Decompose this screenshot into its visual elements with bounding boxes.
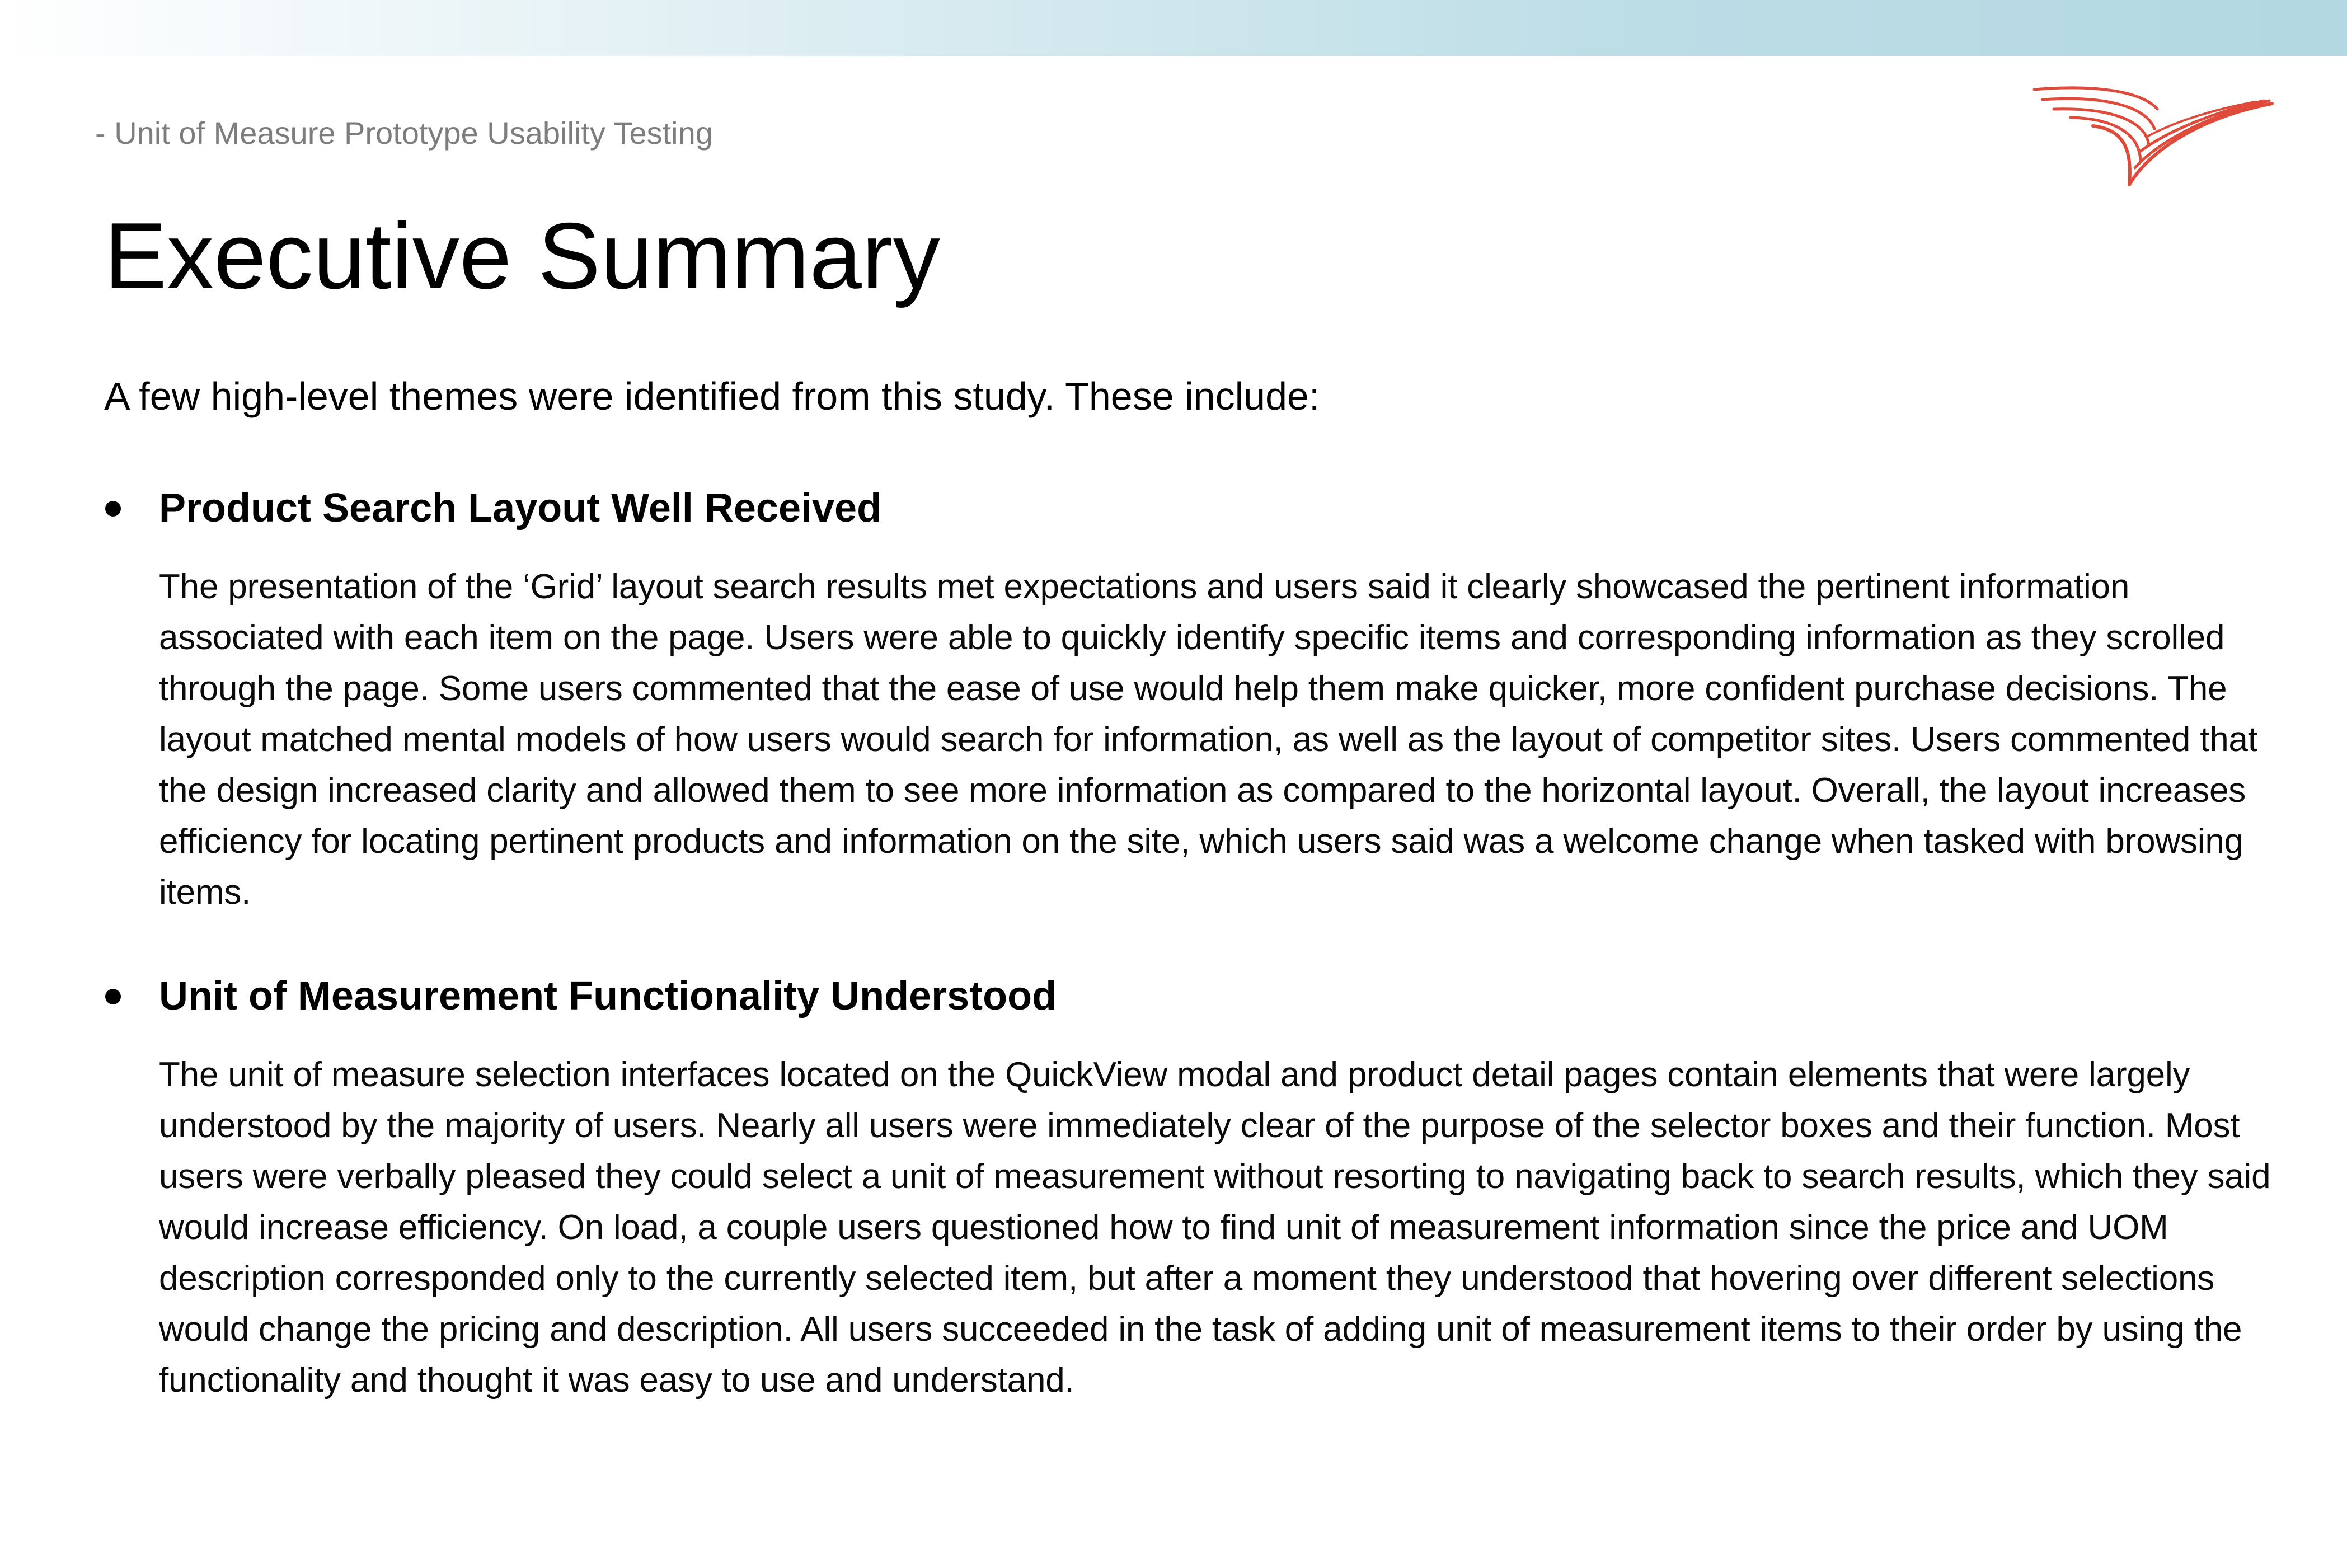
- theme-section: [104, 484, 2275, 918]
- swoosh-logo-icon: [2031, 78, 2278, 190]
- page-title: Executive Summary: [104, 203, 940, 308]
- theme-body: The unit of measure selection interfaces located on the QuickView modal and product detail pages contain elements that were largely understood by the majority of users. Nearly all users were immediately clear of the purpose of the selector boxes and their function. Most users were verbally pleased they could select a unit of measurement without resorting to navigating back to search results, which they said would increase efficiency. On load, a couple users questioned how to find unit of measurement information since the price and UOM description corresponded only to the currently selected item, but after a moment they understood that hovering over different selections would change the pricing and description. All users succeeded in the task of adding unit of measurement items to their order by using the functionality and thought it was easy to use and understand.: [159, 1055, 2271, 1400]
- theme-title: Product Search Layout Well Received: [159, 486, 882, 531]
- theme-title: Unit of Measurement Functionality Understood: [159, 974, 1057, 1018]
- theme-section: [104, 972, 2275, 1406]
- header-band: [0, 0, 2347, 56]
- theme-header: [104, 972, 2275, 1022]
- document-subtitle: - Unit of Measure Prototype Usability Testing: [95, 115, 713, 151]
- bullet-dot-icon: [105, 989, 121, 1004]
- intro-paragraph: A few high-level themes were identified from this study. These include:: [104, 374, 1320, 418]
- theme-header: [104, 484, 2275, 534]
- bullet-dot-icon: [105, 501, 121, 517]
- theme-body: The presentation of the ‘Grid’ layout search results met expectations and users said it clearly showcased the pertinent information associated with each item on the page. Users were able to quickly identify specific items and corresponding information as they scrolled through the page. Some users commented that the ease of use would help them make quicker, more confident purchase decisions. The layout matched mental models of how users would search for information, as well as the layout of competitor sites. Users commented that the design increased clarity and allowed them to see more information as compared to the horizontal layout. Overall, the layout increases efficiency for locating pertinent products and information on the site, which users said was a welcome change when tasked with browsing items.: [159, 567, 2257, 912]
